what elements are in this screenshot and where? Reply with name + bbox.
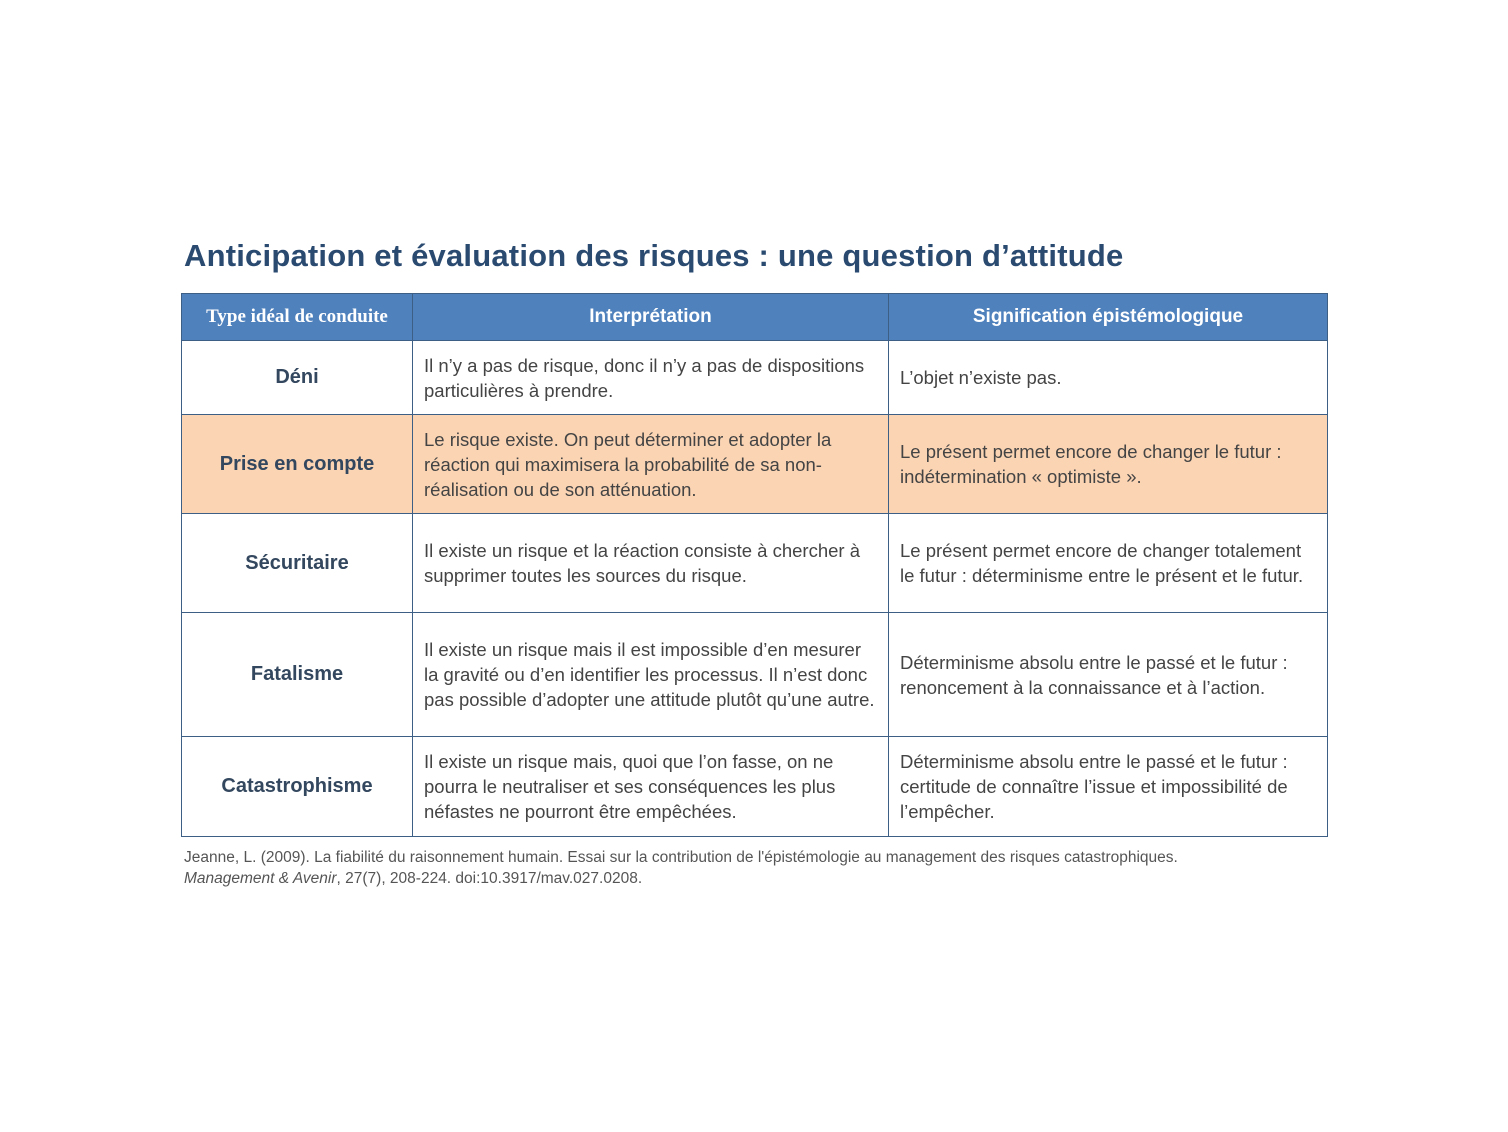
row-signification: L’objet n’existe pas. (889, 341, 1328, 415)
citation (184, 847, 1178, 889)
row-signification: Le présent permet encore de changer totalement le futur : déterminisme entre le présent et le futur. (889, 514, 1328, 613)
header-signification: Signification épistémologique (889, 294, 1328, 341)
row-signification: Déterminisme absolu entre le passé et le futur : renoncement à la connaissance et à l’action. (889, 613, 1328, 737)
table-row (182, 514, 1328, 613)
header-interpretation: Interprétation (413, 294, 889, 341)
table-row (182, 341, 1328, 415)
citation-journal: Management & Avenir (184, 870, 337, 887)
table-row (182, 737, 1328, 837)
slide-title: Anticipation et évaluation des risques : une question d’attitude (184, 238, 1124, 273)
table-row (182, 613, 1328, 737)
table-header-row (182, 294, 1328, 341)
row-type: Fatalisme (182, 613, 413, 737)
citation-line1: Jeanne, L. (2009). La fiabilité du raisonnement humain. Essai sur la contribution de l'épistémologie au management des risques catastrophiques. (184, 849, 1178, 866)
row-interpretation: Il existe un risque mais il est impossible d’en mesurer la gravité ou d’en identifier les processus. Il n’est donc pas possible d’adopter une attitude plutôt qu’une autre. (413, 613, 889, 737)
header-type: Type idéal de conduite (182, 294, 413, 341)
citation-details: , 27(7), 208-224. doi:10.3917/mav.027.0208. (336, 870, 643, 887)
row-interpretation: Il existe un risque et la réaction consiste à chercher à supprimer toutes les sources du risque. (413, 514, 889, 613)
row-interpretation: Le risque existe. On peut déterminer et adopter la réaction qui maximisera la probabilité de sa non-réalisation ou de son atténuation. (413, 415, 889, 514)
attitude-table (181, 293, 1328, 837)
table-row-highlighted (182, 415, 1328, 514)
row-signification: Le présent permet encore de changer le futur : indétermination « optimiste ». (889, 415, 1328, 514)
row-type: Déni (182, 341, 413, 415)
row-interpretation: Il existe un risque mais, quoi que l’on fasse, on ne pourra le neutraliser et ses conséquences les plus néfastes ne pourront être empêchées. (413, 737, 889, 837)
row-type: Sécuritaire (182, 514, 413, 613)
row-interpretation: Il n’y a pas de risque, donc il n’y a pas de dispositions particulières à prendre. (413, 341, 889, 415)
row-type: Catastrophisme (182, 737, 413, 837)
row-type: Prise en compte (182, 415, 413, 514)
row-signification: Déterminisme absolu entre le passé et le futur : certitude de connaître l’issue et impossibilité de l’empêcher. (889, 737, 1328, 837)
